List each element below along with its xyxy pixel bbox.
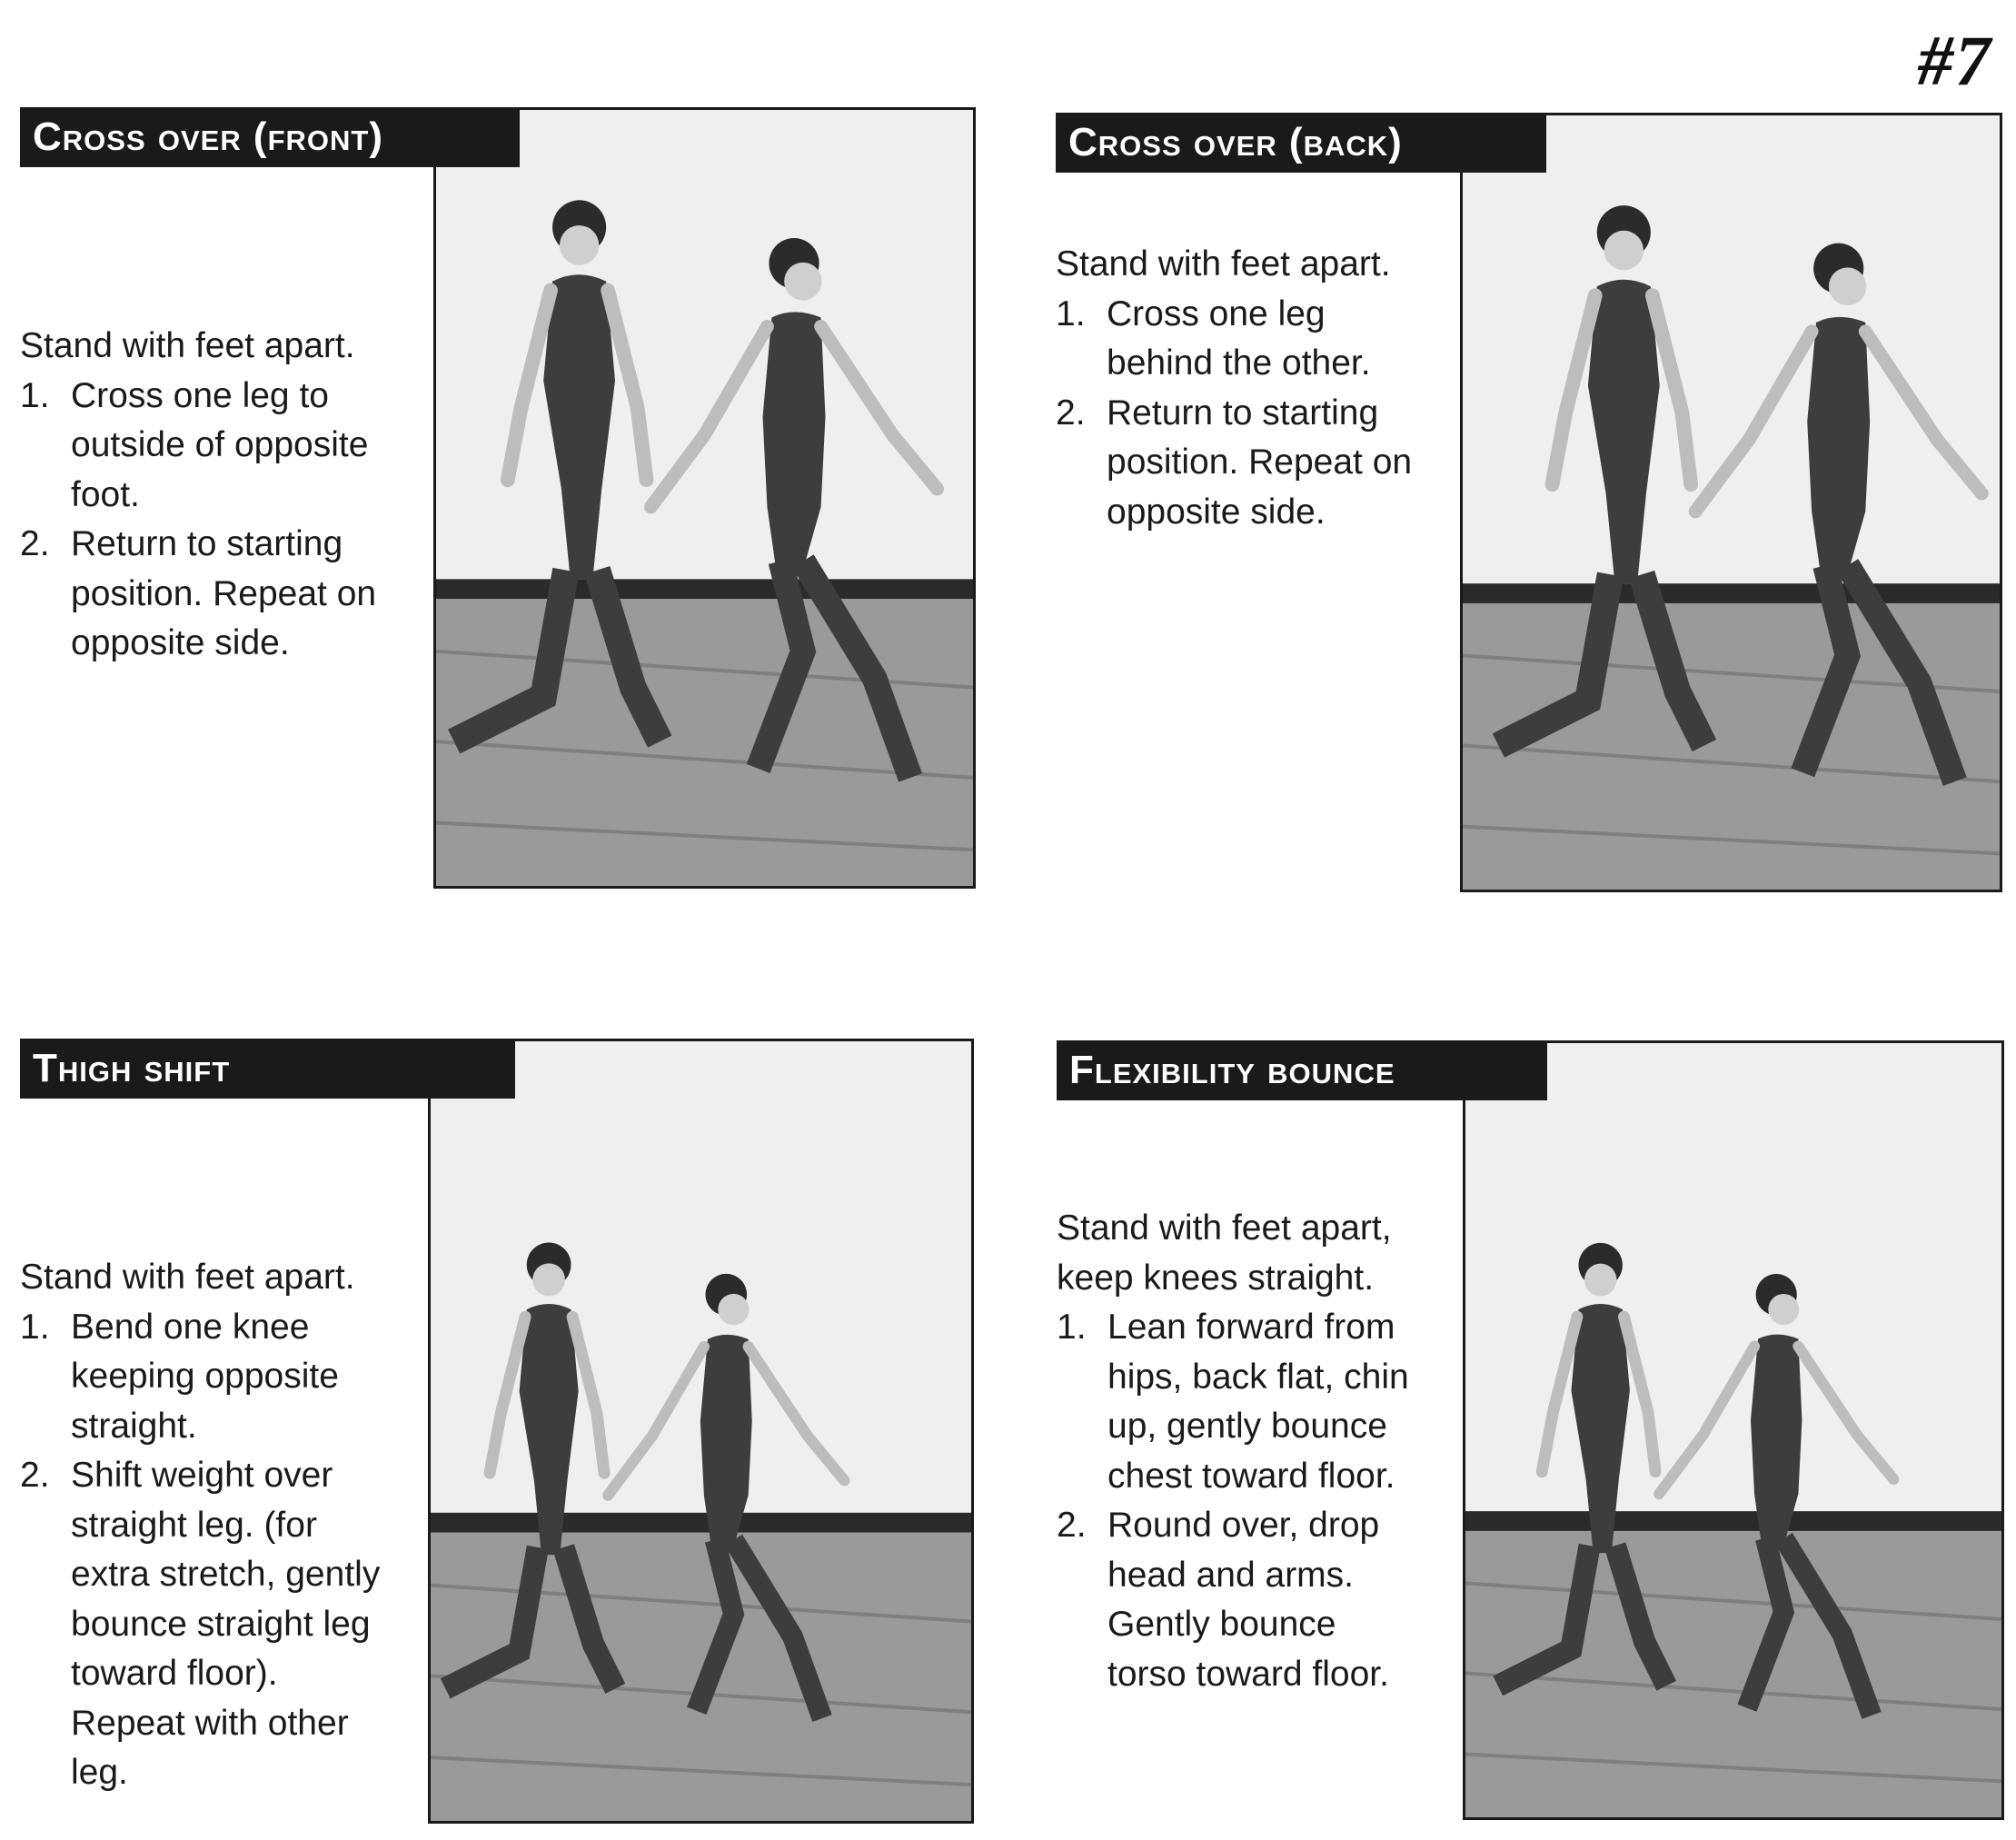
step-line: up, gently bounce: [1107, 1407, 1387, 1446]
photo-illustration: [1465, 1043, 2001, 1817]
exercise-photo: [428, 1039, 974, 1824]
step-line: position. Repeat on: [1107, 443, 1413, 482]
intro-line: Stand with feet apart.: [20, 1258, 355, 1297]
section-title: Thigh shift: [20, 1039, 515, 1099]
step-line: opposite side.: [1107, 492, 1326, 532]
step-line: Return to starting: [1107, 393, 1379, 433]
step-line: position. Repeat on: [71, 573, 377, 613]
exercise-photo: [433, 107, 976, 889]
steps-list: [1057, 1303, 1456, 1699]
instructions: [20, 322, 420, 669]
step-line: bounce straight leg: [71, 1604, 371, 1644]
section-title: Flexibility bounce: [1057, 1040, 1547, 1100]
step-line: Gently bounce: [1107, 1605, 1336, 1644]
step-number: 1.: [1057, 1308, 1087, 1347]
step-line: behind the other.: [1107, 343, 1371, 383]
step-item: [1057, 1303, 1456, 1501]
step-line: torso toward floor.: [1107, 1654, 1389, 1694]
step-item: [1056, 389, 1446, 538]
intro-line: Stand with feet apart.: [1056, 244, 1391, 283]
step-line: straight leg. (for: [71, 1505, 317, 1545]
step-line: foot.: [71, 474, 140, 514]
step-line: Repeat with other: [71, 1703, 349, 1743]
page-number: #7: [1918, 21, 1992, 100]
step-line: Cross one leg to: [71, 375, 329, 415]
step-item: [20, 520, 420, 669]
step-item: [20, 372, 420, 521]
exercise-photo: [1460, 113, 2002, 892]
step-item: [20, 1451, 424, 1798]
step-number: 1.: [1056, 293, 1086, 333]
step-line: straight.: [71, 1406, 197, 1446]
instructions: [1056, 240, 1446, 537]
section-title: Cross over (back): [1056, 113, 1546, 173]
intro-line: keep knees straight.: [1057, 1258, 1375, 1298]
step-number: 2.: [20, 524, 50, 563]
step-number: 1.: [20, 375, 50, 415]
section-title: Cross over (front): [20, 107, 520, 167]
step-item: [1057, 1501, 1456, 1699]
step-line: Return to starting: [71, 524, 343, 563]
photo-illustration: [431, 1041, 971, 1821]
step-item: [1056, 290, 1446, 389]
step-line: leg.: [71, 1753, 128, 1792]
step-line: toward floor).: [71, 1654, 278, 1693]
photo-illustration: [1463, 115, 2000, 890]
step-number: 2.: [1057, 1506, 1087, 1545]
step-number: 1.: [20, 1307, 50, 1347]
step-number: 2.: [1056, 393, 1086, 433]
exercise-photo: [1463, 1040, 2004, 1820]
step-line: chest toward floor.: [1107, 1456, 1395, 1496]
intro-line: Stand with feet apart,: [1057, 1208, 1392, 1248]
step-line: opposite side.: [71, 623, 290, 662]
step-line: Round over, drop: [1107, 1506, 1380, 1545]
step-line: Bend one knee: [71, 1307, 310, 1347]
step-line: extra stretch, gently: [71, 1555, 381, 1594]
photo-illustration: [436, 110, 973, 886]
step-item: [20, 1303, 424, 1452]
step-line: Lean forward from: [1107, 1308, 1395, 1347]
instructions: [20, 1253, 424, 1798]
instructions: [1057, 1204, 1456, 1699]
intro-line: Stand with feet apart.: [20, 326, 355, 365]
steps-list: [20, 372, 420, 669]
step-line: Shift weight over: [71, 1456, 333, 1495]
step-line: outside of opposite: [71, 425, 369, 464]
step-line: hips, back flat, chin: [1107, 1357, 1409, 1397]
step-number: 2.: [20, 1456, 50, 1495]
steps-list: [20, 1303, 424, 1798]
step-line: head and arms.: [1107, 1555, 1355, 1595]
step-line: Cross one leg: [1107, 293, 1326, 333]
steps-list: [1056, 290, 1446, 538]
step-line: keeping opposite: [71, 1357, 339, 1396]
